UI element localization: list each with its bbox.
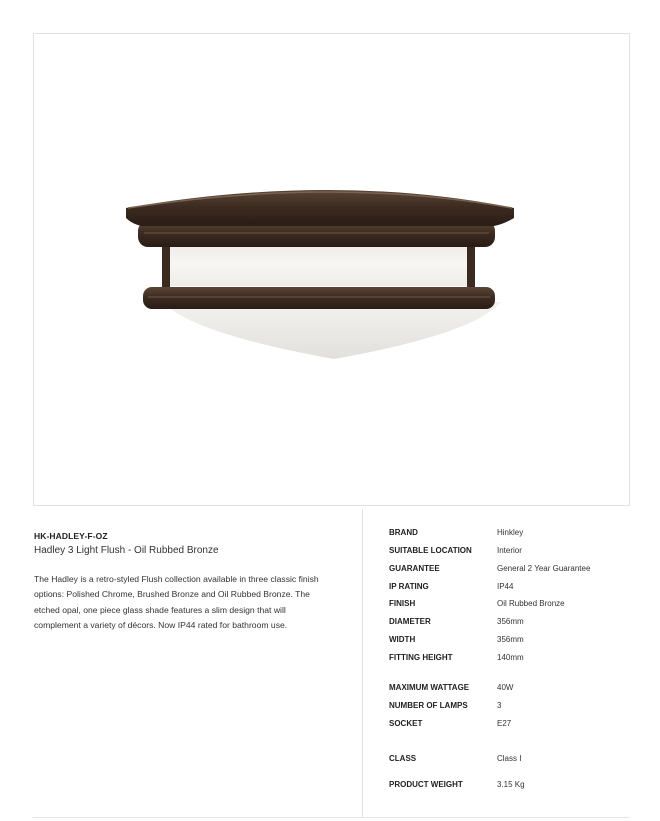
spec-value: General 2 Year Guarantee — [497, 564, 591, 573]
spec-value: Oil Rubbed Bronze — [497, 599, 565, 608]
spec-label: CLASS — [389, 754, 417, 763]
product-code: HK-HADLEY-F-OZ — [34, 531, 108, 541]
spec-value: 140mm — [497, 653, 524, 662]
spec-value: 3 — [497, 701, 502, 710]
spec-label: NUMBER OF LAMPS — [389, 701, 468, 710]
glass-cylinder — [162, 242, 475, 286]
lower-band — [143, 287, 495, 309]
spec-label: MAXIMUM WATTAGE — [389, 683, 470, 692]
spec-label: FITTING HEIGHT — [389, 653, 453, 662]
spec-value: Hinkley — [497, 528, 524, 537]
spec-label: FINISH — [389, 599, 416, 608]
spec-value: 356mm — [497, 635, 524, 644]
spec-value: 40W — [497, 683, 514, 692]
spec-label: DIAMETER — [389, 617, 431, 626]
spec-value: Interior — [497, 546, 522, 555]
spec-value: Class I — [497, 754, 522, 763]
spec-label: IP RATING — [389, 582, 429, 591]
flush-ceiling-light-image — [34, 34, 631, 507]
product-name: Hadley 3 Light Flush - Oil Rubbed Bronze — [34, 545, 219, 556]
spec-label: PRODUCT WEIGHT — [389, 780, 463, 789]
spec-value: 3.15 Kg — [497, 780, 525, 789]
product-image-frame — [33, 33, 630, 506]
spec-value: 356mm — [497, 617, 524, 626]
spec-value: IP44 — [497, 582, 514, 591]
spec-label: GUARANTEE — [389, 564, 440, 573]
bottom-divider — [33, 817, 630, 818]
spec-label: SUITABLE LOCATION — [389, 546, 472, 555]
spec-value: E27 — [497, 719, 512, 728]
glass-bowl — [162, 302, 501, 359]
spec-label: WIDTH — [389, 635, 416, 644]
spec-label: SOCKET — [389, 719, 423, 728]
canopy — [126, 190, 514, 226]
product-description: The Hadley is a retro-styled Flush collection available in three classic finish options: Polished Chrome, Brushed Bronze and Oil Rubbed Bronze. The etched opal, one piece glass shade features a slim design that will complement a variety of décors. Now IP44 rated for bathroom use. — [34, 574, 319, 631]
spec-label: BRAND — [389, 528, 418, 537]
column-divider — [362, 509, 363, 817]
